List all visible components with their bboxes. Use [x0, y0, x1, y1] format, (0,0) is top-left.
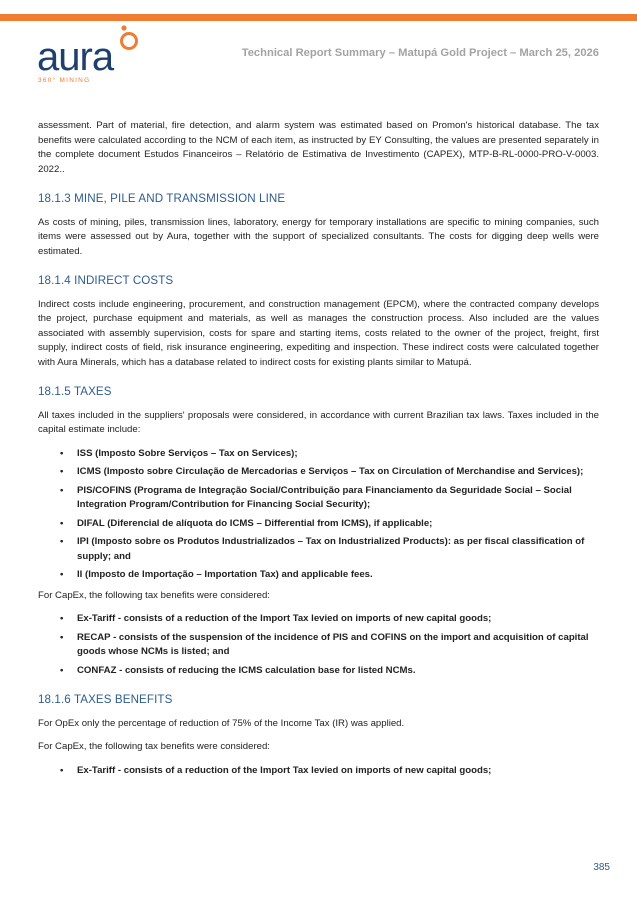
taxes-list — [38, 447, 599, 583]
aura-logo — [37, 23, 147, 85]
section-heading-taxes-benefits: 18.1.6 TAXES BENEFITS — [38, 693, 173, 706]
logo-accent-circle-icon — [122, 34, 137, 49]
benefits-capex-list — [38, 764, 599, 779]
taxes-capex-intro: For CapEx, the following tax benefits were considered: — [38, 589, 270, 601]
report-header-title: Technical Report Summary – Matupá Gold Project – March 25, 2026 — [241, 47, 599, 59]
list-item: • DIFAL (Diferencial de alíquota do ICMS – Differential from ICMS), if applicable; — [38, 517, 599, 532]
benefits-capex-intro: For CapEx, the following tax benefits were considered: — [38, 741, 270, 752]
list-item: • RECAP - consists of the suspension of the incidence of PIS and COFINS on the import and acquisition of capital goods whose NCMs is listed; and — [38, 631, 599, 660]
logo-accent-dot-icon — [121, 25, 126, 30]
section-heading-taxes: 18.1.5 TAXES — [38, 385, 112, 398]
logo-wordmark: aura — [37, 35, 114, 79]
list-item: • IPI (Imposto sobre os Produtos Industrializados – Tax on Industrialized Products): as per fiscal classification of supply; and — [38, 535, 599, 564]
page-number: 385 — [593, 862, 610, 873]
taxes-paragraph: All taxes included in the suppliers' proposals were considered, in accordance with current Brazilian tax laws. Taxes included in the capital estimate include: — [38, 409, 599, 435]
list-item: • Ex-Tariff - consists of a reduction of the Import Tax levied on imports of new capital goods; — [38, 764, 599, 779]
intro-paragraph: assessment. Part of material, fire detection, and alarm system was estimated based on Promon's historical database. The tax benefits were calculated according to the NCM of each item, as instructed by EY Consulting, the values are presented separately in the complete document Estudos Financeiros – Relatório de Estimativa de Investimento (CAPEX), MTP-B-RL-0000-PRO-V-0003. 2022.. — [38, 120, 599, 175]
page-body — [38, 119, 599, 784]
section-heading-mine: 18.1.3 MINE, PILE AND TRANSMISSION LINE — [38, 192, 286, 205]
list-item: • CONFAZ - consists of reducing the ICMS calculation base for listed NCMs. — [38, 664, 599, 679]
logo-tagline: 360° MINING — [38, 77, 91, 84]
list-item: • Ex-Tariff - consists of a reduction of the Import Tax levied on imports of new capital goods; — [38, 612, 599, 627]
mine-paragraph: As costs of mining, piles, transmission lines, laboratory, energy for temporary installations are specific to mining companies, such items were assessed out by Aura, together with the support of specialized consultants. The costs for digging deep wells were estimated. — [38, 216, 599, 257]
taxes-capex-list — [38, 612, 599, 678]
list-item: • PIS/COFINS (Programa de Integração Social/Contribuição para Financiamento da Seguridade Social – Social Integration Program/Contribution for Financing Social Security); — [38, 484, 599, 513]
header-accent-bar — [0, 14, 637, 21]
list-item: • II (Imposto de Importação – Importation Tax) and applicable fees. — [38, 568, 599, 583]
section-heading-indirect-costs: 18.1.4 INDIRECT COSTS — [38, 274, 174, 287]
list-item: • ISS (Imposto Sobre Serviços – Tax on Services); — [38, 447, 599, 462]
opex-paragraph: For OpEx only the percentage of reduction of 75% of the Income Tax (IR) was applied. — [38, 717, 405, 729]
indirect-costs-paragraph: Indirect costs include engineering, procurement, and construction management (EPCM), where the contracted company develops the project, purchase equipment and materials, as well as manages the construction process. Also included are the values associated with assembly supervision, costs for spare and starting items, costs related to the owner of the project, freight, first supply, indirect costs of field, risk insurance engineering, expediting and inspection. These indirect costs were calculated together with Aura Minerals, which has a database related to indirect costs for existing plants similar to Matupá. — [38, 298, 599, 368]
list-item: • ICMS (Imposto sobre Circulação de Mercadorias e Serviços – Tax on Circulation of Merchandise and Services); — [38, 465, 599, 480]
